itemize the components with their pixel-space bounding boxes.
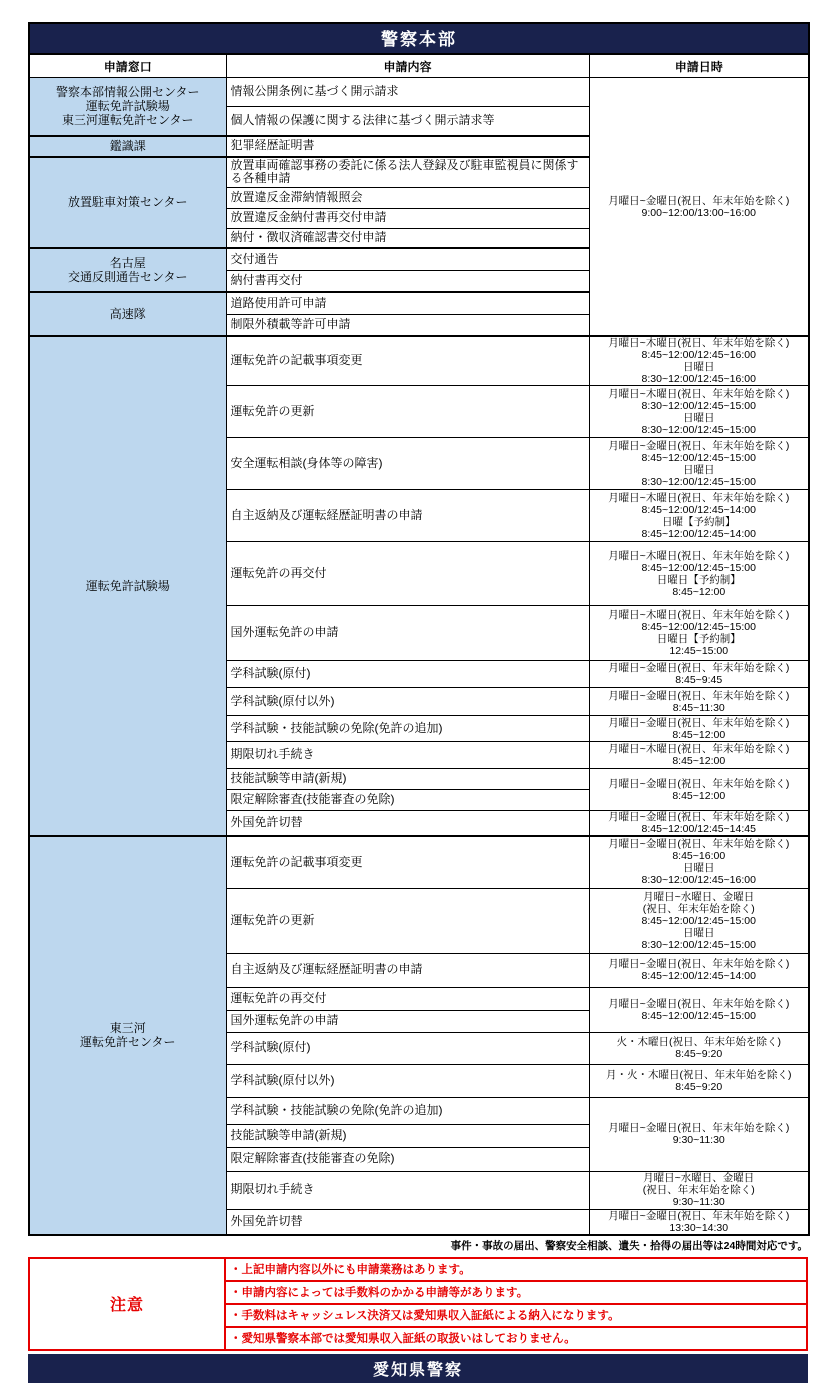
table-title-row <box>29 23 809 54</box>
content-cell: 放置車両確認事務の委託に係る法人登録及び駐車監視員に関係する各種申請 <box>226 157 589 188</box>
content-cell: 学科試験・技能試験の免除(免許の追加) <box>226 716 589 742</box>
time-cell: 月曜日~金曜日(祝日、年末年始を除く) 8:45~12:00/12:45~14:45 <box>589 811 809 837</box>
content-cell: 運転免許の更新 <box>226 888 589 953</box>
time-cell: 月曜日~水曜日、金曜日 (祝日、年末年始を除く) 9:30~11:30 <box>589 1171 809 1209</box>
time-cell: 月曜日~金曜日(祝日、年末年始を除く) 8:45~12:00 <box>589 769 809 811</box>
time-cell: 月曜日~金曜日(祝日、年末年始を除く) 8:45~12:00/12:45~15:00 <box>589 987 809 1032</box>
content-cell: 技能試験等申請(新規) <box>226 1124 589 1147</box>
column-header-window: 申請窓口 <box>29 54 226 78</box>
content-cell: 納付・徴収済確認書交付申請 <box>226 228 589 248</box>
window-cell: 名古屋 交通反則通告センター <box>29 248 226 292</box>
content-cell: 自主返納及び運転経歴証明書の申請 <box>226 490 589 542</box>
content-cell: 学科試験(原付以外) <box>226 1064 589 1097</box>
window-cell: 放置駐車対策センター <box>29 157 226 249</box>
time-cell: 月曜日~金曜日(祝日、年末年始を除く) 8:45~16:00 日曜日 8:30~12:00/12:45~16:00 <box>589 836 809 888</box>
content-cell: 技能試験等申請(新規) <box>226 769 589 790</box>
window-cell: 東三河 運転免許センター <box>29 836 226 1235</box>
content-cell: 制限外積載等許可申請 <box>226 314 589 336</box>
time-cell: 月曜日~木曜日(祝日、年末年始を除く) 8:45~12:00/12:45~14:00 日曜【予約制】 8:45~12:00/12:45~14:00 <box>589 490 809 542</box>
content-cell: 運転免許の記載事項変更 <box>226 336 589 386</box>
caution-item: ・愛知県警察本部では愛知県収入証紙の取扱いはしておりません。 <box>230 1333 576 1345</box>
content-cell: 外国免許切替 <box>226 811 589 837</box>
time-cell: 月曜日~金曜日(祝日、年末年始を除く) 8:45~11:30 <box>589 688 809 716</box>
content-cell: 期限切れ手続き <box>226 742 589 769</box>
content-cell: 放置違反金納付書再交付申請 <box>226 208 589 228</box>
content-cell: 自主返納及び運転経歴証明書の申請 <box>226 953 589 987</box>
time-cell: 月曜日~木曜日(祝日、年末年始を除く) 8:45~12:00/12:45~15:00 日曜日【予約制】 8:45~12:00 <box>589 542 809 606</box>
table-title: 警察本部 <box>29 23 809 54</box>
content-cell: 限定解除審査(技能審査の免除) <box>226 1147 589 1171</box>
time-cell: 月曜日~金曜日(祝日、年末年始を除く) 13:30~14:30 <box>589 1209 809 1235</box>
column-header-content: 申請内容 <box>226 54 589 78</box>
content-cell: 道路使用許可申請 <box>226 292 589 314</box>
content-cell: 運転免許の記載事項変更 <box>226 836 589 888</box>
window-cell: 鑑識課 <box>29 136 226 157</box>
time-cell: 月曜日~金曜日(祝日、年末年始を除く) 8:45~12:00 <box>589 716 809 742</box>
content-cell: 運転免許の再交付 <box>226 987 589 1010</box>
time-cell: 月曜日~金曜日(祝日、年末年始を除く) 8:45~9:45 <box>589 661 809 688</box>
window-cell: 警察本部情報公開センター 運転免許試験場 東三河運転免許センター <box>29 78 226 136</box>
content-cell: 安全運転相談(身体等の障害) <box>226 438 589 490</box>
window-cell: 運転免許試験場 <box>29 336 226 836</box>
content-cell: 学科試験(原付) <box>226 661 589 688</box>
content-cell: 外国免許切替 <box>226 1209 589 1235</box>
time-cell: 月曜日~金曜日(祝日、年末年始を除く) 8:45~12:00/12:45~14:00 <box>589 953 809 987</box>
time-cell: 火・木曜日(祝日、年末年始を除く) 8:45~9:20 <box>589 1032 809 1064</box>
content-cell: 限定解除審査(技能審査の免除) <box>226 790 589 811</box>
caution-item: ・申請内容によっては手数料のかかる申請等があります。 <box>226 1282 806 1305</box>
content-cell: 期限切れ手続き <box>226 1171 589 1209</box>
content-cell: 学科試験(原付以外) <box>226 688 589 716</box>
content-cell: 交付通告 <box>226 248 589 270</box>
time-cell: 月曜日~金曜日(祝日、年末年始を除く) 8:45~12:00/12:45~15:00 日曜日 8:30~12:00/12:45~15:00 <box>589 438 809 490</box>
content-cell: 納付書再交付 <box>226 270 589 292</box>
caution-item: ・上記申請内容以外にも申請業務はあります。 <box>226 1259 806 1282</box>
content-cell: 運転免許の再交付 <box>226 542 589 606</box>
time-cell: 月曜日~金曜日(祝日、年末年始を除く) 9:00~12:00/13:00~16:00 <box>589 78 809 337</box>
caution-label: 注意 <box>30 1259 226 1349</box>
time-cell: 月曜日~木曜日(祝日、年末年始を除く) 8:45~12:00/12:45~15:00 日曜日【予約制】 12:45~15:00 <box>589 606 809 661</box>
content-cell: 情報公開条例に基づく開示請求 <box>226 78 589 107</box>
content-cell: 運転免許の更新 <box>226 386 589 438</box>
column-header-row <box>29 54 809 78</box>
footer-bar: 愛知県警察 <box>28 1354 808 1383</box>
page <box>28 22 808 1383</box>
content-cell: 国外運転免許の申請 <box>226 606 589 661</box>
content-cell: 個人情報の保護に関する法律に基づく開示請求等 <box>226 107 589 136</box>
content-cell: 学科試験(原付) <box>226 1032 589 1064</box>
time-cell: 月曜日~木曜日(祝日、年末年始を除く) 8:30~12:00/12:45~15:00 日曜日 8:30~12:00/12:45~15:00 <box>589 386 809 438</box>
time-cell: 月曜日~水曜日、金曜日 (祝日、年末年始を除く) 8:45~12:00/12:45~15:00 日曜日 8:30~12:00/12:45~15:00 <box>589 888 809 953</box>
content-cell: 国外運転免許の申請 <box>226 1010 589 1032</box>
window-cell: 高速隊 <box>29 292 226 336</box>
column-header-datetime: 申請日時 <box>589 54 809 78</box>
caution-item: ・手数料はキャッシュレス決済又は愛知県収入証紙による納入になります。 <box>226 1305 806 1328</box>
content-cell: 学科試験・技能試験の免除(免許の追加) <box>226 1097 589 1124</box>
time-cell: 月曜日~金曜日(祝日、年末年始を除く) 9:30~11:30 <box>589 1097 809 1171</box>
24hour-note: 事件・事故の届出、警察安全相談、遺失・拾得の届出等は24時間対応です。 <box>450 1239 808 1252</box>
caution-box <box>28 1257 808 1351</box>
time-cell: 月・火・木曜日(祝日、年末年始を除く) 8:45~9:20 <box>589 1064 809 1097</box>
time-cell: 月曜日~木曜日(祝日、年末年始を除く) 8:45~12:00/12:45~16:00 日曜日 8:30~12:00/12:45~16:00 <box>589 336 809 386</box>
application-table <box>28 22 810 1236</box>
time-cell: 月曜日~木曜日(祝日、年末年始を除く) 8:45~12:00 <box>589 742 809 769</box>
content-cell: 犯罪経歴証明書 <box>226 136 589 157</box>
content-cell: 放置違反金滞納情報照会 <box>226 187 589 208</box>
